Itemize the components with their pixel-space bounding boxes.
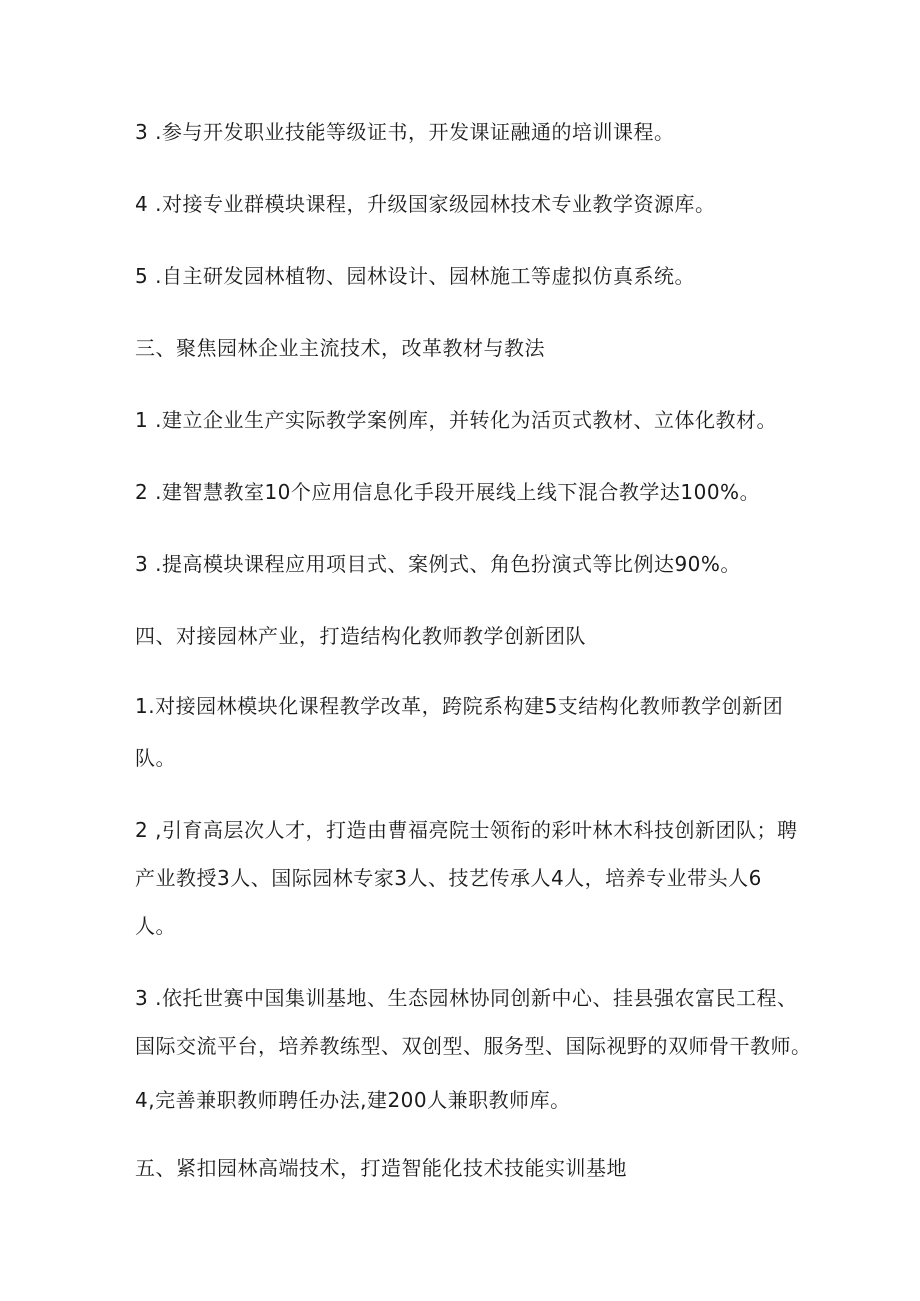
list-item-2-continuation-b: 人。 [135,914,176,938]
list-item-2-continuation-a: 产业教授3人、国际园林专家3人、技艺传承人4人，培养专业带头人6 [135,866,762,890]
section-heading-5: 五、紧扣园林高端技术，打造智能化技术技能实训基地 [135,1156,627,1180]
list-item-4-part-time-teachers: 4,完善兼职教师聘任办法,建200人兼职教师库。 [135,1088,571,1112]
list-item-5-simulation-system: 5 .自主研发园林植物、园林设计、园林施工等虚拟仿真系统。 [135,264,695,288]
list-item-1-teaching-team: 1.对接园林模块化课程教学改革，跨院系构建5支结构化教师教学创新团 [135,694,784,718]
list-item-1-continuation: 队。 [135,746,176,770]
list-item-2-talent: 2 ,引育高层次人才，打造由曹福亮院士领衔的彩叶林木科技创新团队；聘 [135,818,798,842]
list-item-3-continuation: 国际交流平台，培养教练型、双创型、服务型、国际视野的双师骨干教师。 [135,1034,812,1058]
list-item-1-case-library: 1 .建立企业生产实际教学案例库，并转化为活页式教材、立体化教材。 [135,408,777,432]
section-heading-3: 三、聚焦园林企业主流技术，改革教材与教法 [135,336,545,360]
list-item-3-certificate: 3 .参与开发职业技能等级证书，开发课证融通的培训课程。 [135,120,675,144]
list-item-4-resource-library: 4 .对接专业群模块课程，升级国家级园林技术专业教学资源库。 [135,192,716,216]
list-item-3-training-base: 3 .依托世赛中国集训基地、生态园林协同创新中心、挂县强农富民工程、 [135,986,798,1010]
list-item-2-smart-classroom: 2 .建智慧教室10个应用信息化手段开展线上线下混合教学达100%。 [135,480,761,504]
section-heading-4: 四、对接园林产业，打造结构化教师教学创新团队 [135,624,586,648]
list-item-3-project-ratio: 3 .提高模块课程应用项目式、案例式、角色扮演式等比例达90%。 [135,552,741,576]
